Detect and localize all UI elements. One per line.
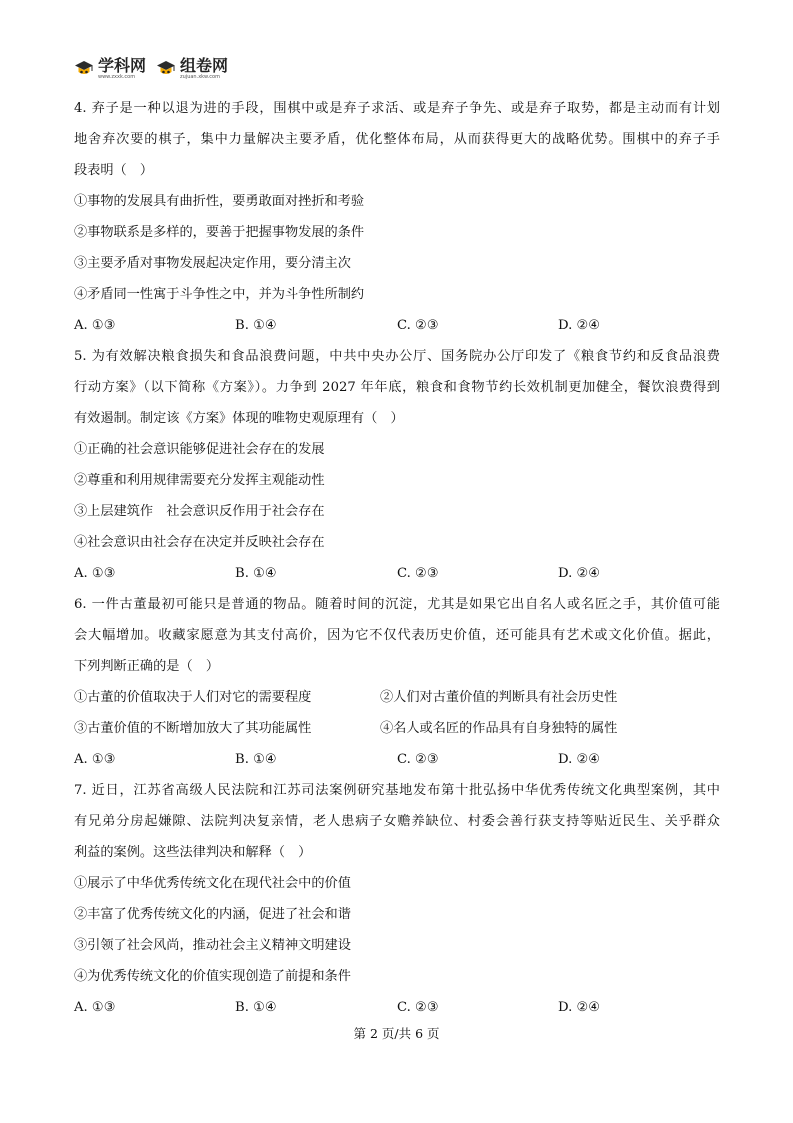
option-d[interactable]: D. ②④ [558, 752, 601, 767]
question-stem-line: 段表明（ ） [74, 163, 154, 178]
statement-row [74, 682, 720, 713]
option-b[interactable]: B. ①④ [235, 1000, 277, 1015]
option-b[interactable]: B. ①④ [235, 752, 277, 767]
answer-options [74, 558, 720, 589]
question-stem-line: 下列判断正确的是（ ） [74, 659, 220, 674]
question-stem-line: 地舍弃次要的棋子，集中力量解决主要矛盾，优化整体布局，从而获得更大的战略优势。围棋中的弃子手 [74, 132, 720, 147]
statement-item: ②丰富了优秀传统文化的内涵，促进了社会和谐 [74, 907, 351, 922]
option-d[interactable]: D. ②④ [558, 318, 601, 333]
page-content [74, 93, 720, 1023]
answer-options [74, 744, 720, 775]
option-b[interactable]: B. ①④ [235, 566, 277, 581]
option-a[interactable]: A. ①③ [74, 1000, 116, 1015]
statement-item: ①事物的发展具有曲折性，要勇敢面对挫折和考验 [74, 194, 365, 209]
statement-item: ②尊重和利用规律需要充分发挥主观能动性 [74, 473, 325, 488]
question-stem-line: 4. 弃子是一种以退为进的手段，围棋中或是弃子求活、或是弃子争先、或是弃子取势，都是主动而有计划 [74, 101, 720, 116]
logo-xuekewang[interactable] [74, 58, 146, 80]
option-d[interactable]: D. ②④ [558, 566, 601, 581]
option-a[interactable]: A. ①③ [74, 752, 116, 767]
logo-url: www.zxxk.com [98, 74, 136, 80]
question-stem-line: 6. 一件古董最初可能只是普通的物品。随着时间的沉淀，尤其是如果它出自名人或名匠之手，其价值可能 [74, 597, 720, 612]
statement-item: ④矛盾同一性寓于斗争性之中，并为斗争性所制约 [74, 287, 365, 302]
header-logos [74, 58, 228, 80]
question-stem-line: 会大幅增加。收藏家愿意为其支付高价，因为它不仅代表历史价值，还可能具有艺术或文化价值。据此， [74, 628, 720, 643]
statement-item: ③古董价值的不断增加放大了其功能属性 [74, 721, 312, 736]
logo-url: zujuan.xkw.com [180, 74, 220, 80]
logo-name: 学科网 [98, 56, 147, 75]
statement-item: ②人们对古董价值的判断具有社会历史性 [380, 690, 618, 705]
question-stem-line: 有效遏制。制定该《方案》体现的唯物史观原理有（ ） [74, 411, 404, 426]
question-stem-line: 有兄弟分房起嫌隙、法院判决复亲情，老人患病子女赡养缺位、村委会善行获支持等贴近民生、关乎群众 [74, 814, 720, 829]
answer-options [74, 992, 720, 1023]
statement-item: ④为优秀传统文化的价值实现创造了前提和条件 [74, 969, 351, 984]
option-b[interactable]: B. ①④ [235, 318, 277, 333]
question-stem-line: 行动方案》（以下简称《方案》）。力争到 2027 年年底，粮食和食物节约长效机制更加健全，餐饮浪费得到 [74, 380, 720, 395]
statement-item: ②事物联系是多样的，要善于把握事物发展的条件 [74, 225, 365, 240]
statement-item: ①展示了中华优秀传统文化在现代社会中的价值 [74, 876, 351, 891]
statement-item: ①古董的价值取决于人们对它的需要程度 [74, 690, 312, 705]
question-stem-line: 利益的案例。这些法律判决和解释（ ） [74, 845, 312, 860]
answer-options [74, 310, 720, 341]
statement-item: ①正确的社会意识能够促进社会存在的发展 [74, 442, 325, 457]
statement-item: ③上层建筑作 社会意识反作用于社会存在 [74, 504, 325, 519]
page-number: 第 2 页/共 6 页 [353, 1026, 440, 1041]
option-a[interactable]: A. ①③ [74, 566, 116, 581]
logo-zujuanwang[interactable] [156, 58, 228, 80]
statement-item: ③引领了社会风尚，推动社会主义精神文明建设 [74, 938, 351, 953]
question-7 [74, 775, 720, 1023]
logo-name: 组卷网 [180, 56, 229, 75]
question-stem-line: 5. 为有效解决粮食损失和食品浪费问题，中共中央办公厅、国务院办公厅印发了《粮食节约和反食品浪费 [74, 349, 720, 364]
statement-item: ④名人或名匠的作品具有自身独特的属性 [380, 721, 618, 736]
question-4 [74, 93, 720, 341]
option-c[interactable]: C. ②③ [397, 752, 439, 767]
statement-item: ③主要矛盾对事物发展起决定作用，要分清主次 [74, 256, 351, 271]
option-c[interactable]: C. ②③ [397, 566, 439, 581]
question-6 [74, 589, 720, 775]
mortarboard-icon [74, 59, 94, 79]
statement-item: ④社会意识由社会存在决定并反映社会存在 [74, 535, 325, 550]
option-c[interactable]: C. ②③ [397, 318, 439, 333]
question-stem-line: 7. 近日，江苏省高级人民法院和江苏司法案例研究基地发布第十批弘扬中华优秀传统文化典型案例，其中 [74, 783, 720, 798]
question-5 [74, 341, 720, 589]
option-a[interactable]: A. ①③ [74, 318, 116, 333]
option-d[interactable]: D. ②④ [558, 1000, 601, 1015]
statement-row [74, 713, 720, 744]
mortarboard-icon [156, 59, 176, 79]
option-c[interactable]: C. ②③ [397, 1000, 439, 1015]
